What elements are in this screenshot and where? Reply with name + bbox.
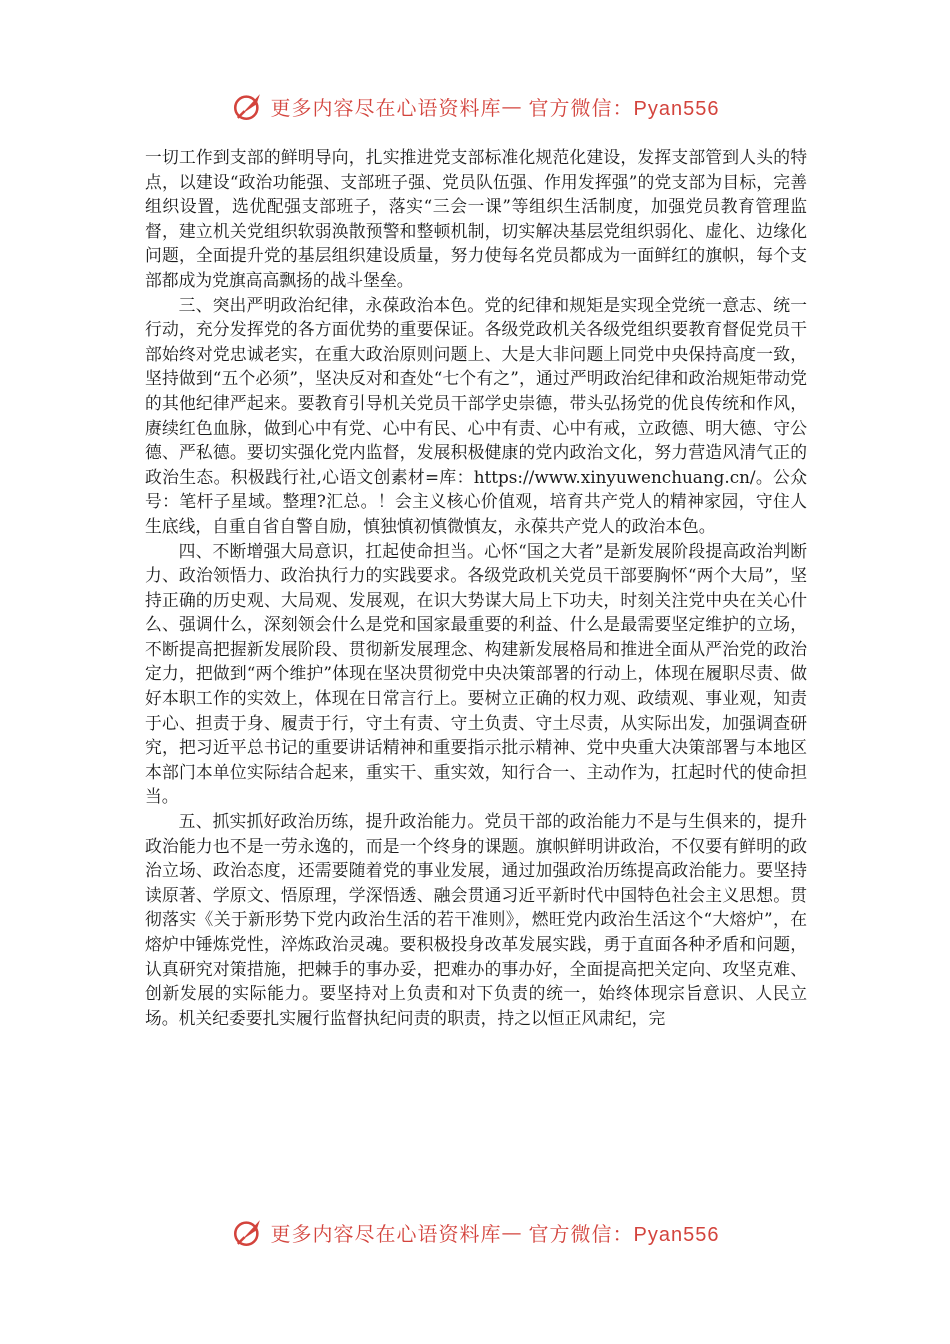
watermark-header <box>0 84 950 128</box>
watermark-dash: — <box>501 94 523 118</box>
paragraph-section-3: 三、突出严明政治纪律，永葆政治本色。党的纪律和规矩是实现全党统一意志、统一行动，充分发挥党的各方面优势的重要保证。各级党政机关各级党组织要教育督促党员干部始终对党忠诚老实，在重大政治原则问题上、大是大非问题上同党中央保持高度一致，坚持做到“五个必须”，坚决反对和查处“七个有之”，通过严明政治纪律和政治规矩带动党的其他纪律严起来。要教育引导机关党员干部学史崇德，带头弘扬党的优良传统和作风，赓续红色血脉，做到心中有党、心中有民、心中有责、心中有戒，立政德、明大德、守公德、严私德。要切实强化党内监督，发展积极健康的党内政治文化，努力营造风清气正的政治生态。积极践行社,心语文创素材=库：https://www.xinyuwenchuang.cn/。公众号：笔杆子星域。整理?汇总。！会主义核心价值观，培育共产党人的精神家园，守住人生底线，自重自省自警自励，慎独慎初慎微慎友，永葆共产党人的政治本色。 <box>145 294 807 536</box>
paragraph-continuation: 一切工作到支部的鲜明导向，扎实推进党支部标准化规范化建设，发挥支部管到人头的特点，以建设“政治功能强、支部班子强、党员队伍强、作用发挥强”的党支部为目标，完善组织设置，选优配强支部班子，落实“三会一课”等组织生活制度，加强党员教育管理监督，建立机关党组织软弱涣散预警和整顿机制，切实解决基层党组织弱化、虚化、边缘化问题，全面提升党的基层组织建设质量，努力使每名党员都成为一面鲜红的旗帜，每个支部都成为党旗高高飘扬的战斗堡垒。 <box>145 147 807 290</box>
watermark-site: 更多内容尽在心语资料库 <box>270 95 502 120</box>
watermark-footer <box>0 1210 950 1254</box>
document-body <box>145 145 807 1175</box>
paragraph-section-4: 四、不断增强大局意识，扛起使命担当。心怀“国之大者”是新发展阶段提高政治判断力、政治领悟力、政治执行力的实践要求。各级党政机关党员干部要胸怀“两个大局”，坚持正确的历史观、大局观、发展观，在识大势谋大局上下功夫，时刻关注党中央在关心什么、强调什么，深刻领会什么是党和国家最重要的利益、什么是最需要坚定维护的立场，不断提高把握新发展阶段、贯彻新发展理念、构建新发展格局和推进全面从严治党的政治定力，把做到“两个维护”体现在坚决贯彻党中央决策部署的行动上，体现在履职尽责、做好本职工作的实效上，体现在日常言行上。要树立正确的权力观、政绩观、事业观，知责于心、担责于身、履责于行，守土有责、守土负责、守土尽责，从实际出发，加强调查研究，把习近平总书记的重要讲话精神和重要指示批示精神、党中央重大决策部署与本地区本部门本单位实际结合起来，重实干、重实效，知行合一、主动作为，扛起时代的使命担当。 <box>145 540 807 807</box>
quill-logo-icon <box>231 1215 265 1249</box>
watermark-wechat: 官方微信：Pyan556 <box>528 1223 720 1246</box>
quill-logo-icon <box>231 89 265 123</box>
watermark-wechat: 官方微信：Pyan556 <box>528 97 720 120</box>
watermark-dash: — <box>501 1220 523 1244</box>
watermark-site: 更多内容尽在心语资料库 <box>270 1221 502 1246</box>
paragraph-section-5: 五、抓实抓好政治历练，提升政治能力。党员干部的政治能力不是与生俱来的，提升政治能力也不是一劳永逸的，而是一个终身的课题。旗帜鲜明讲政治，不仅要有鲜明的政治立场、政治态度，还需要随着党的事业发展，通过加强政治历练提高政治能力。要坚持读原著、学原文、悟原理，学深悟透、融会贯通习近平新时代中国特色社会主义思想。贯彻落实《关于新形势下党内政治生活的若干准则》，燃旺党内政治生活这个“大熔炉”，在熔炉中锤炼党性，淬炼政治灵魂。要积极投身改革发展实践，勇于直面各种矛盾和问题，认真研究对策措施，把棘手的事办妥，把难办的事办好，全面提高把关定向、攻坚克难、创新发展的实际能力。要坚持对上负责和对下负责的统一，始终体现宗旨意识、人民立场。机关纪委要扎实履行监督执纪问责的职责，持之以恒正风肃纪，完 <box>145 811 807 1028</box>
